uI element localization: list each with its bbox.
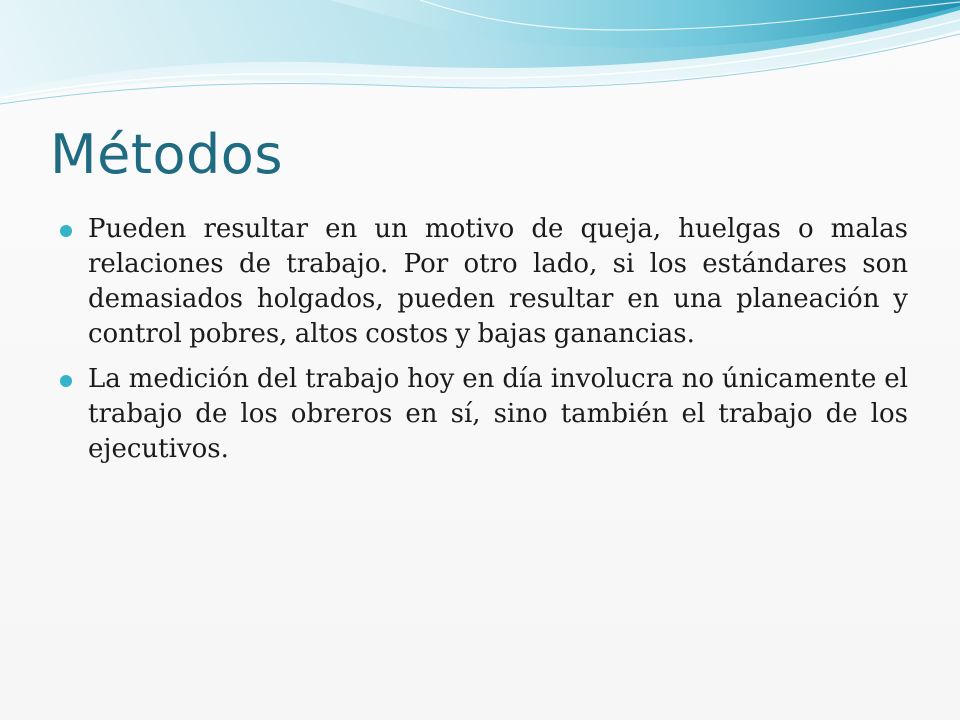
bullet-item bbox=[58, 212, 908, 352]
bullet-list bbox=[58, 212, 908, 477]
bullet-text: La medición del trabajo hoy en día involucra no únicamente el trabajo de los obreros en sí, sino también el trabajo de los ejecutivos. bbox=[88, 364, 908, 464]
bullet-item bbox=[58, 362, 908, 467]
bullet-text: Pueden resultar en un motivo de queja, huelgas o malas relaciones de trabajo. Por otro lado, si los estándares son demasiados holgados, pueden resultar en una planeación y control pobres, altos costos y bajas ganancias. bbox=[88, 214, 908, 349]
slide-title: Métodos bbox=[50, 123, 283, 186]
header-wave-decoration bbox=[0, 0, 960, 110]
bullet-icon bbox=[60, 375, 72, 387]
bullet-icon bbox=[60, 225, 72, 237]
